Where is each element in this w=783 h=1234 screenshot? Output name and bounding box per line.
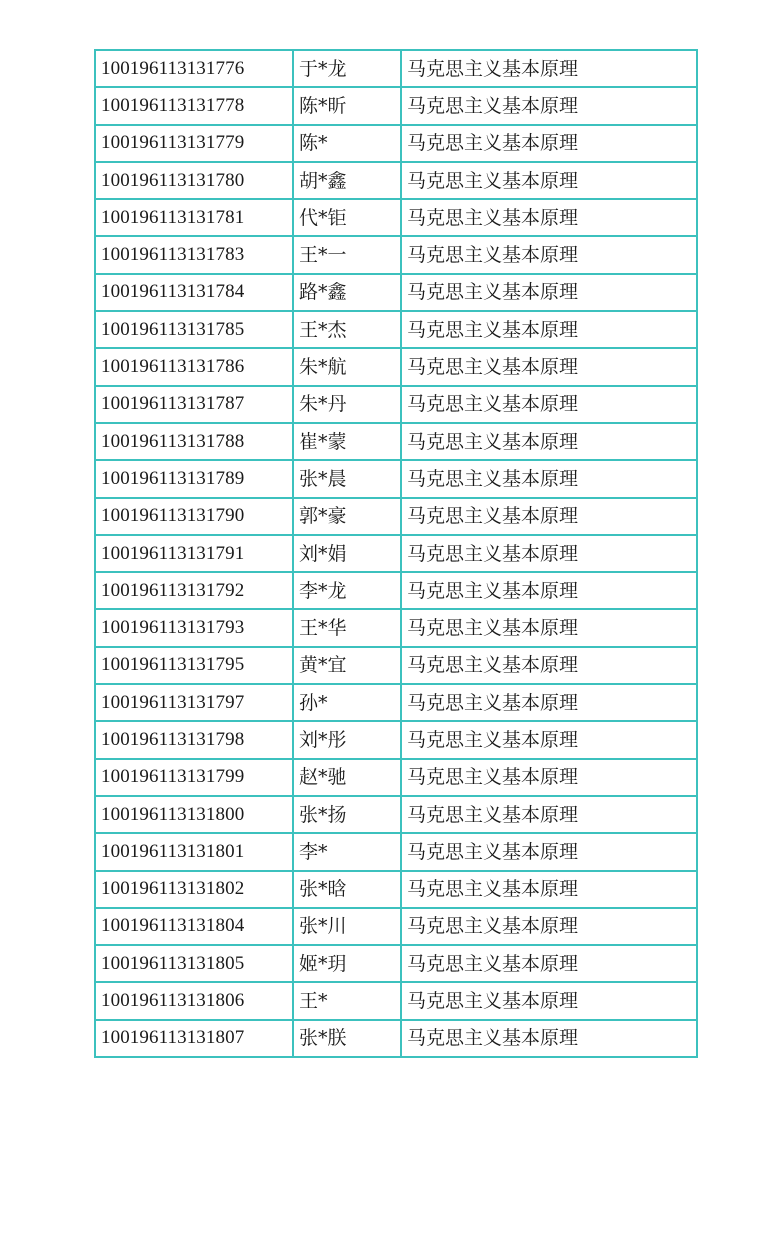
course-cell: 马克思主义基本原理	[401, 609, 697, 646]
course-cell: 马克思主义基本原理	[401, 274, 697, 311]
exam-id-cell: 100196113131804	[95, 908, 293, 945]
name-cell: 代*钜	[293, 199, 401, 236]
name-cell: 张*晗	[293, 871, 401, 908]
name-cell: 王*一	[293, 236, 401, 273]
exam-id-cell: 100196113131795	[95, 647, 293, 684]
name-cell: 陈*昕	[293, 87, 401, 124]
table-row	[95, 125, 697, 162]
table-row	[95, 162, 697, 199]
table-row	[95, 759, 697, 796]
name-cell: 黄*宜	[293, 647, 401, 684]
course-cell: 马克思主义基本原理	[401, 945, 697, 982]
table-row	[95, 423, 697, 460]
name-cell: 张*川	[293, 908, 401, 945]
table-row	[95, 236, 697, 273]
table-row	[95, 833, 697, 870]
exam-id-cell: 100196113131802	[95, 871, 293, 908]
exam-id-cell: 100196113131786	[95, 348, 293, 385]
name-cell: 姬*玥	[293, 945, 401, 982]
table-row	[95, 684, 697, 721]
name-cell: 朱*丹	[293, 386, 401, 423]
course-cell: 马克思主义基本原理	[401, 759, 697, 796]
exam-id-cell: 100196113131798	[95, 721, 293, 758]
table-row	[95, 386, 697, 423]
exam-id-cell: 100196113131807	[95, 1020, 293, 1057]
exam-id-cell: 100196113131789	[95, 460, 293, 497]
exam-id-cell: 100196113131778	[95, 87, 293, 124]
course-cell: 马克思主义基本原理	[401, 647, 697, 684]
table-row	[95, 796, 697, 833]
exam-id-cell: 100196113131793	[95, 609, 293, 646]
table-row	[95, 348, 697, 385]
table-row	[95, 945, 697, 982]
name-cell: 张*扬	[293, 796, 401, 833]
name-cell: 郭*豪	[293, 498, 401, 535]
course-cell: 马克思主义基本原理	[401, 311, 697, 348]
course-cell: 马克思主义基本原理	[401, 721, 697, 758]
name-cell: 路*鑫	[293, 274, 401, 311]
table-row	[95, 50, 697, 87]
exam-id-cell: 100196113131801	[95, 833, 293, 870]
name-cell: 王*	[293, 982, 401, 1019]
course-cell: 马克思主义基本原理	[401, 498, 697, 535]
name-cell: 刘*彤	[293, 721, 401, 758]
results-table	[94, 49, 698, 1058]
course-cell: 马克思主义基本原理	[401, 386, 697, 423]
course-cell: 马克思主义基本原理	[401, 199, 697, 236]
name-cell: 王*杰	[293, 311, 401, 348]
table-row	[95, 498, 697, 535]
course-cell: 马克思主义基本原理	[401, 162, 697, 199]
table-row	[95, 199, 697, 236]
course-cell: 马克思主义基本原理	[401, 572, 697, 609]
exam-id-cell: 100196113131779	[95, 125, 293, 162]
name-cell: 陈*	[293, 125, 401, 162]
exam-id-cell: 100196113131783	[95, 236, 293, 273]
table-row	[95, 460, 697, 497]
table-row	[95, 721, 697, 758]
document-page	[94, 49, 696, 1058]
course-cell: 马克思主义基本原理	[401, 460, 697, 497]
course-cell: 马克思主义基本原理	[401, 796, 697, 833]
course-cell: 马克思主义基本原理	[401, 684, 697, 721]
exam-id-cell: 100196113131797	[95, 684, 293, 721]
table-row	[95, 609, 697, 646]
course-cell: 马克思主义基本原理	[401, 908, 697, 945]
table-row	[95, 311, 697, 348]
table-row	[95, 572, 697, 609]
table-row	[95, 274, 697, 311]
exam-id-cell: 100196113131784	[95, 274, 293, 311]
exam-id-cell: 100196113131805	[95, 945, 293, 982]
course-cell: 马克思主义基本原理	[401, 1020, 697, 1057]
name-cell: 张*晨	[293, 460, 401, 497]
table-row	[95, 1020, 697, 1057]
exam-id-cell: 100196113131780	[95, 162, 293, 199]
name-cell: 李*	[293, 833, 401, 870]
course-cell: 马克思主义基本原理	[401, 982, 697, 1019]
exam-id-cell: 100196113131785	[95, 311, 293, 348]
exam-id-cell: 100196113131776	[95, 50, 293, 87]
name-cell: 赵*驰	[293, 759, 401, 796]
exam-id-cell: 100196113131788	[95, 423, 293, 460]
exam-id-cell: 100196113131787	[95, 386, 293, 423]
table-row	[95, 87, 697, 124]
name-cell: 于*龙	[293, 50, 401, 87]
exam-id-cell: 100196113131791	[95, 535, 293, 572]
course-cell: 马克思主义基本原理	[401, 50, 697, 87]
name-cell: 朱*航	[293, 348, 401, 385]
exam-id-cell: 100196113131790	[95, 498, 293, 535]
exam-id-cell: 100196113131781	[95, 199, 293, 236]
name-cell: 李*龙	[293, 572, 401, 609]
name-cell: 张*朕	[293, 1020, 401, 1057]
table-row	[95, 982, 697, 1019]
course-cell: 马克思主义基本原理	[401, 833, 697, 870]
exam-id-cell: 100196113131800	[95, 796, 293, 833]
table-row	[95, 647, 697, 684]
course-cell: 马克思主义基本原理	[401, 535, 697, 572]
name-cell: 刘*娟	[293, 535, 401, 572]
table-row	[95, 908, 697, 945]
course-cell: 马克思主义基本原理	[401, 87, 697, 124]
table-row	[95, 535, 697, 572]
course-cell: 马克思主义基本原理	[401, 348, 697, 385]
name-cell: 王*华	[293, 609, 401, 646]
course-cell: 马克思主义基本原理	[401, 871, 697, 908]
name-cell: 崔*蒙	[293, 423, 401, 460]
course-cell: 马克思主义基本原理	[401, 423, 697, 460]
table-body	[95, 50, 697, 1057]
course-cell: 马克思主义基本原理	[401, 125, 697, 162]
exam-id-cell: 100196113131799	[95, 759, 293, 796]
course-cell: 马克思主义基本原理	[401, 236, 697, 273]
name-cell: 胡*鑫	[293, 162, 401, 199]
exam-id-cell: 100196113131806	[95, 982, 293, 1019]
table-row	[95, 871, 697, 908]
name-cell: 孙*	[293, 684, 401, 721]
exam-id-cell: 100196113131792	[95, 572, 293, 609]
